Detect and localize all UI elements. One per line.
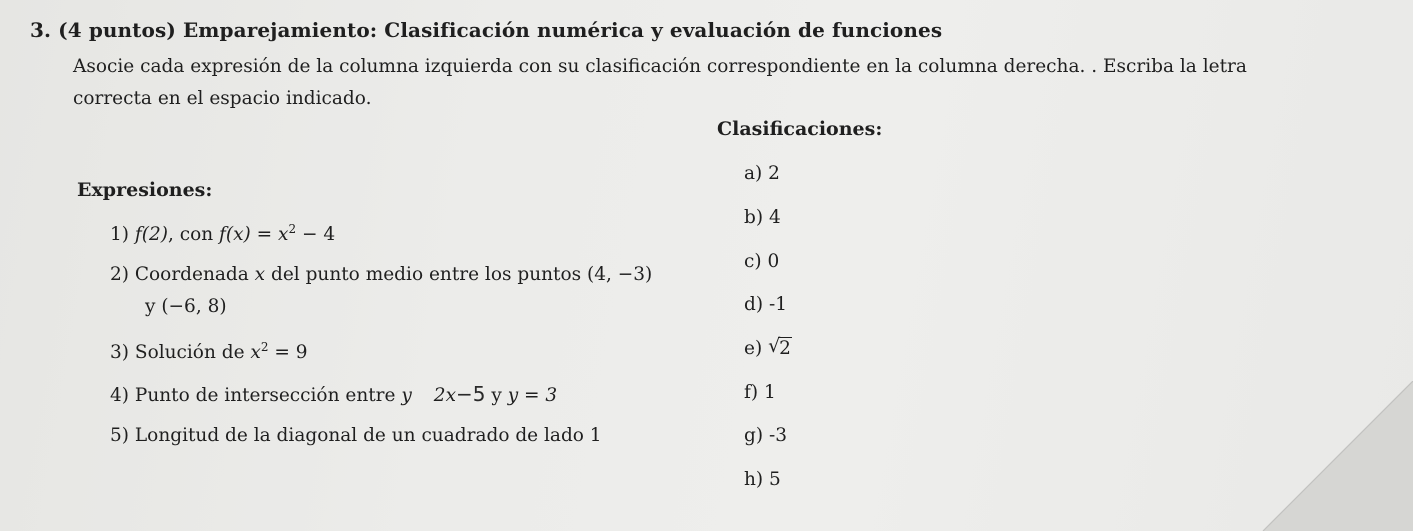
- expression-math: f(2): [134, 224, 168, 246]
- option-value: 0: [767, 251, 780, 272]
- option-value: 4: [768, 207, 781, 228]
- option-value: 2: [768, 163, 780, 184]
- expression-item-4: [110, 382, 557, 406]
- expression-item-3: [110, 340, 308, 363]
- expression-variable: x: [250, 342, 261, 364]
- classifications-heading: Clasificaciones:: [717, 118, 883, 140]
- instructions-line-1: Asocie cada expresión de la columna izquierda con su clasificación correspondiente en la columna derecha. . Escriba la letra: [73, 56, 1247, 77]
- option-letter: a): [744, 163, 763, 184]
- paper-edge-shadow: [1153, 381, 1413, 531]
- expression-math: 2x: [433, 385, 457, 406]
- expression-text: Punto de intersección entre: [134, 385, 402, 406]
- square-root-symbol: √ 2: [768, 335, 791, 359]
- option-letter: g): [744, 425, 764, 446]
- expression-point: (4, −3): [586, 264, 653, 285]
- expression-text: Solución de: [134, 342, 251, 364]
- expression-text: y: [485, 385, 508, 406]
- expression-item-2: [110, 264, 652, 285]
- option-letter: f): [744, 382, 759, 403]
- expression-number: 1): [110, 224, 129, 246]
- classification-option-c: [744, 251, 779, 272]
- option-value: 5: [769, 469, 781, 490]
- option-letter: d): [744, 294, 764, 315]
- expression-text: y: [145, 296, 162, 317]
- option-letter: h): [744, 469, 764, 490]
- instructions-line-2: correcta en el espacio indicado.: [73, 88, 372, 109]
- classification-option-a: [744, 163, 780, 184]
- option-value: -3: [768, 425, 787, 446]
- expression-math: − 4: [296, 224, 336, 246]
- expressions-heading: Expresiones:: [77, 179, 213, 201]
- classification-option-b: [744, 207, 781, 228]
- expression-item-2-continued: [145, 296, 227, 317]
- option-value: 2: [779, 338, 791, 359]
- option-letter: c): [744, 251, 762, 272]
- expression-point: (−6, 8): [161, 296, 227, 317]
- classification-option-d: [744, 294, 787, 315]
- expression-number: 4): [110, 385, 129, 406]
- classification-option-g: [744, 425, 787, 446]
- option-value: 1: [763, 382, 776, 403]
- classification-option-e: [744, 335, 792, 359]
- expression-text: Longitud de la diagonal de un cuadrado de lado 1: [134, 425, 602, 446]
- expression-item-1: [110, 222, 335, 245]
- question-title: [30, 18, 942, 42]
- expression-item-5: [110, 425, 602, 446]
- handwritten-mark: −5: [456, 382, 486, 406]
- expression-math: y = 3: [507, 385, 558, 406]
- exponent: 2: [288, 222, 297, 236]
- expression-number: 2): [110, 264, 129, 285]
- expression-number: 5): [110, 425, 129, 446]
- option-value: -1: [768, 294, 787, 315]
- exponent: 2: [260, 340, 269, 354]
- expression-text: , con: [167, 224, 220, 246]
- expression-math: = 9: [268, 342, 308, 364]
- question-number: 3.: [30, 18, 52, 42]
- expression-text: del punto medio entre los puntos: [265, 264, 587, 285]
- classification-option-h: [744, 469, 781, 490]
- expression-number: 3): [110, 342, 129, 364]
- expression-text: Coordenada: [134, 264, 255, 285]
- option-letter: e): [744, 338, 763, 359]
- expression-variable: y: [401, 385, 412, 406]
- expression-math: f(x) = x: [219, 224, 289, 246]
- option-letter: b): [744, 207, 764, 228]
- classification-option-f: [744, 382, 776, 403]
- question-title-text: (4 puntos) Emparejamiento: Clasificación numérica y evaluación de funciones: [58, 18, 943, 42]
- expression-variable: x: [254, 264, 266, 285]
